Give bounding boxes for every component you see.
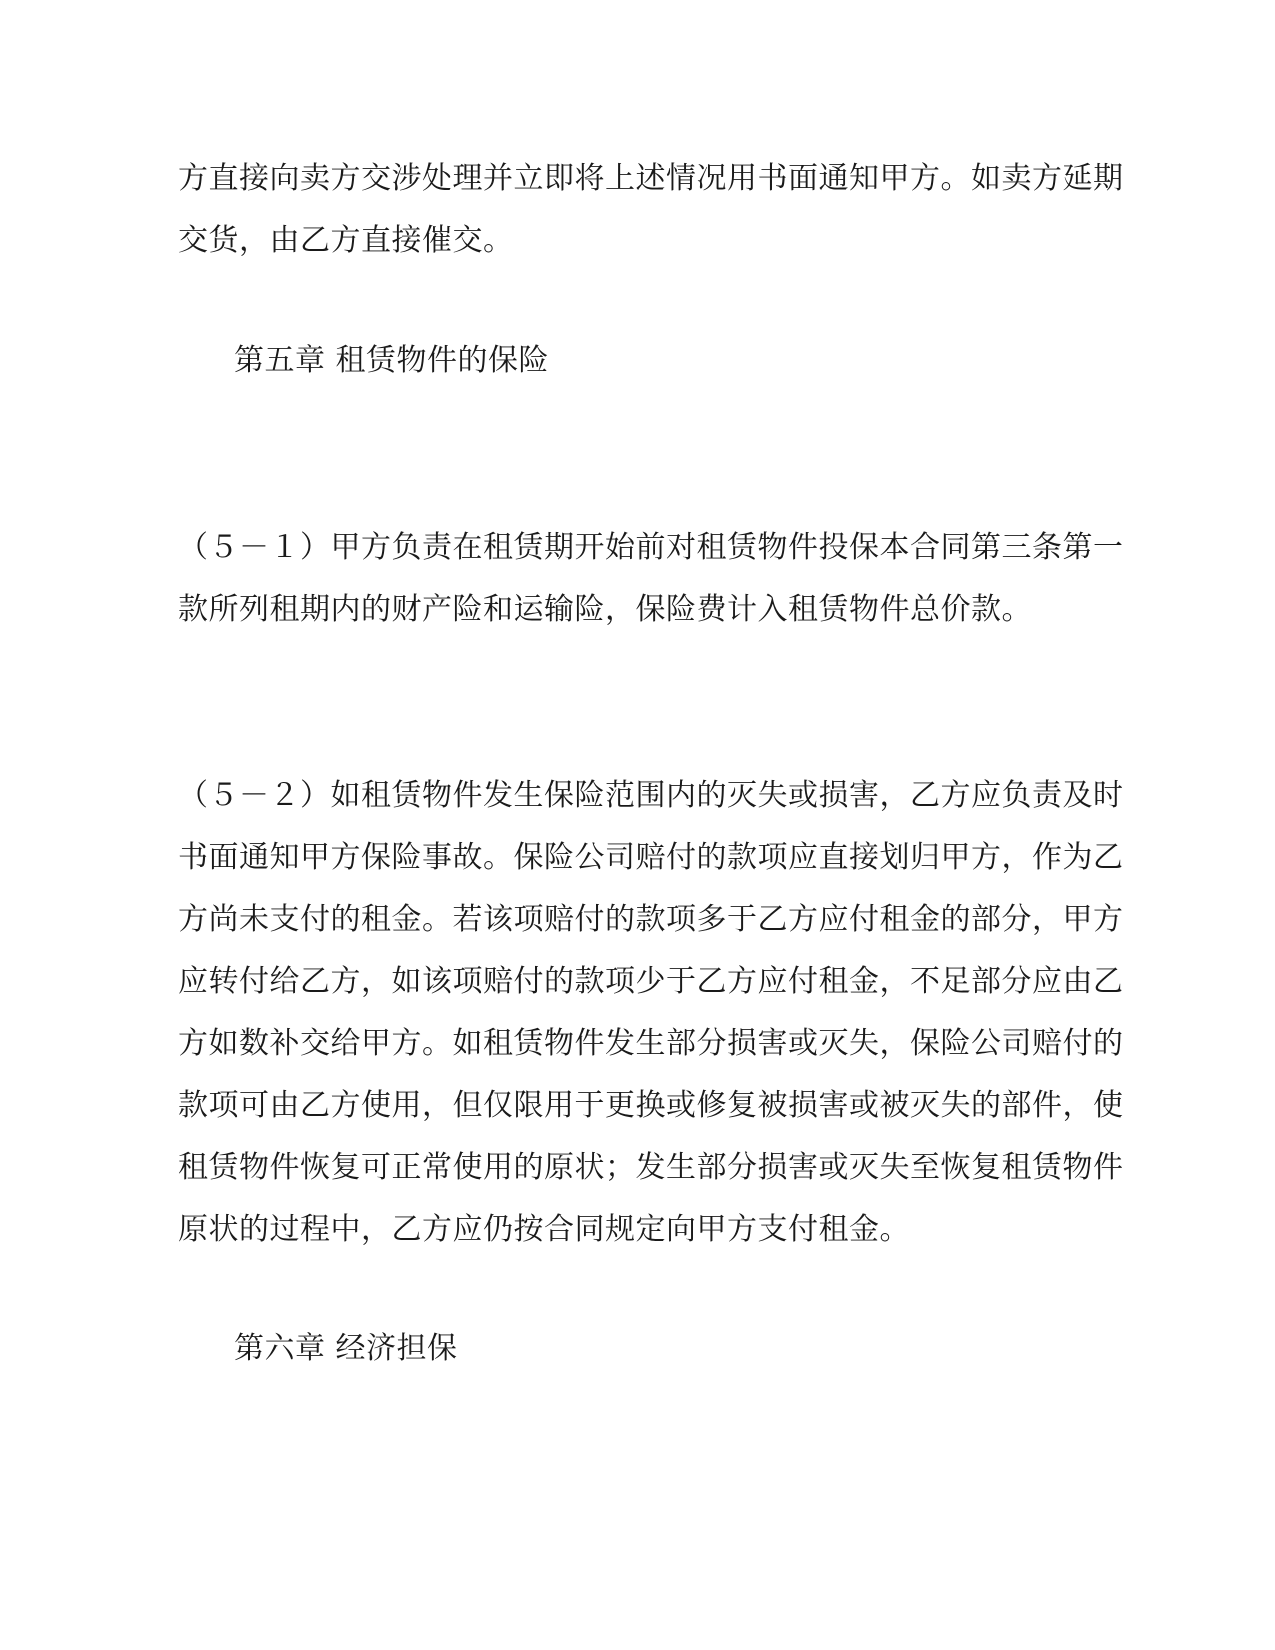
paragraph-line: 租赁物件恢复可正常使用的原状；发生部分损害或灭失至恢复租赁物件 (178, 1150, 1124, 1185)
paragraph-line: 方直接向卖方交涉处理并立即将上述情况用书面通知甲方。如卖方延期 (178, 161, 1124, 196)
clause-5-2 (178, 765, 1124, 1261)
paragraph-line: （５－１）甲方负责在租赁期开始前对租赁物件投保本合同第三条第一 (178, 530, 1124, 565)
paragraph-line: 交货，由乙方直接催交。 (178, 223, 514, 258)
chapter-6-heading: 第六章 经济担保 (234, 1331, 458, 1366)
paragraph-line: 原状的过程中，乙方应仍按合同规定向甲方支付租金。 (178, 1212, 910, 1247)
paragraph-line: 书面通知甲方保险事故。保险公司赔付的款项应直接划归甲方，作为乙 (178, 840, 1124, 875)
paragraph-line: （５－２）如租赁物件发生保险范围内的灭失或损害，乙方应负责及时 (178, 778, 1124, 813)
paragraph-line: 款所列租期内的财产险和运输险，保险费计入租赁物件总价款。 (178, 592, 1032, 627)
paragraph-line: 方如数补交给甲方。如租赁物件发生部分损害或灭失，保险公司赔付的 (178, 1026, 1124, 1061)
chapter-5-heading: 第五章 租赁物件的保险 (234, 343, 550, 378)
continued-paragraph (178, 148, 1124, 272)
paragraph-line: 方尚未支付的租金。若该项赔付的款项多于乙方应付租金的部分，甲方 (178, 902, 1124, 937)
paragraph-line: 应转付给乙方，如该项赔付的款项少于乙方应付租金，不足部分应由乙 (178, 964, 1124, 999)
clause-5-1 (178, 517, 1124, 641)
paragraph-line: 款项可由乙方使用，但仅限用于更换或修复被损害或被灭失的部件，使 (178, 1088, 1124, 1123)
